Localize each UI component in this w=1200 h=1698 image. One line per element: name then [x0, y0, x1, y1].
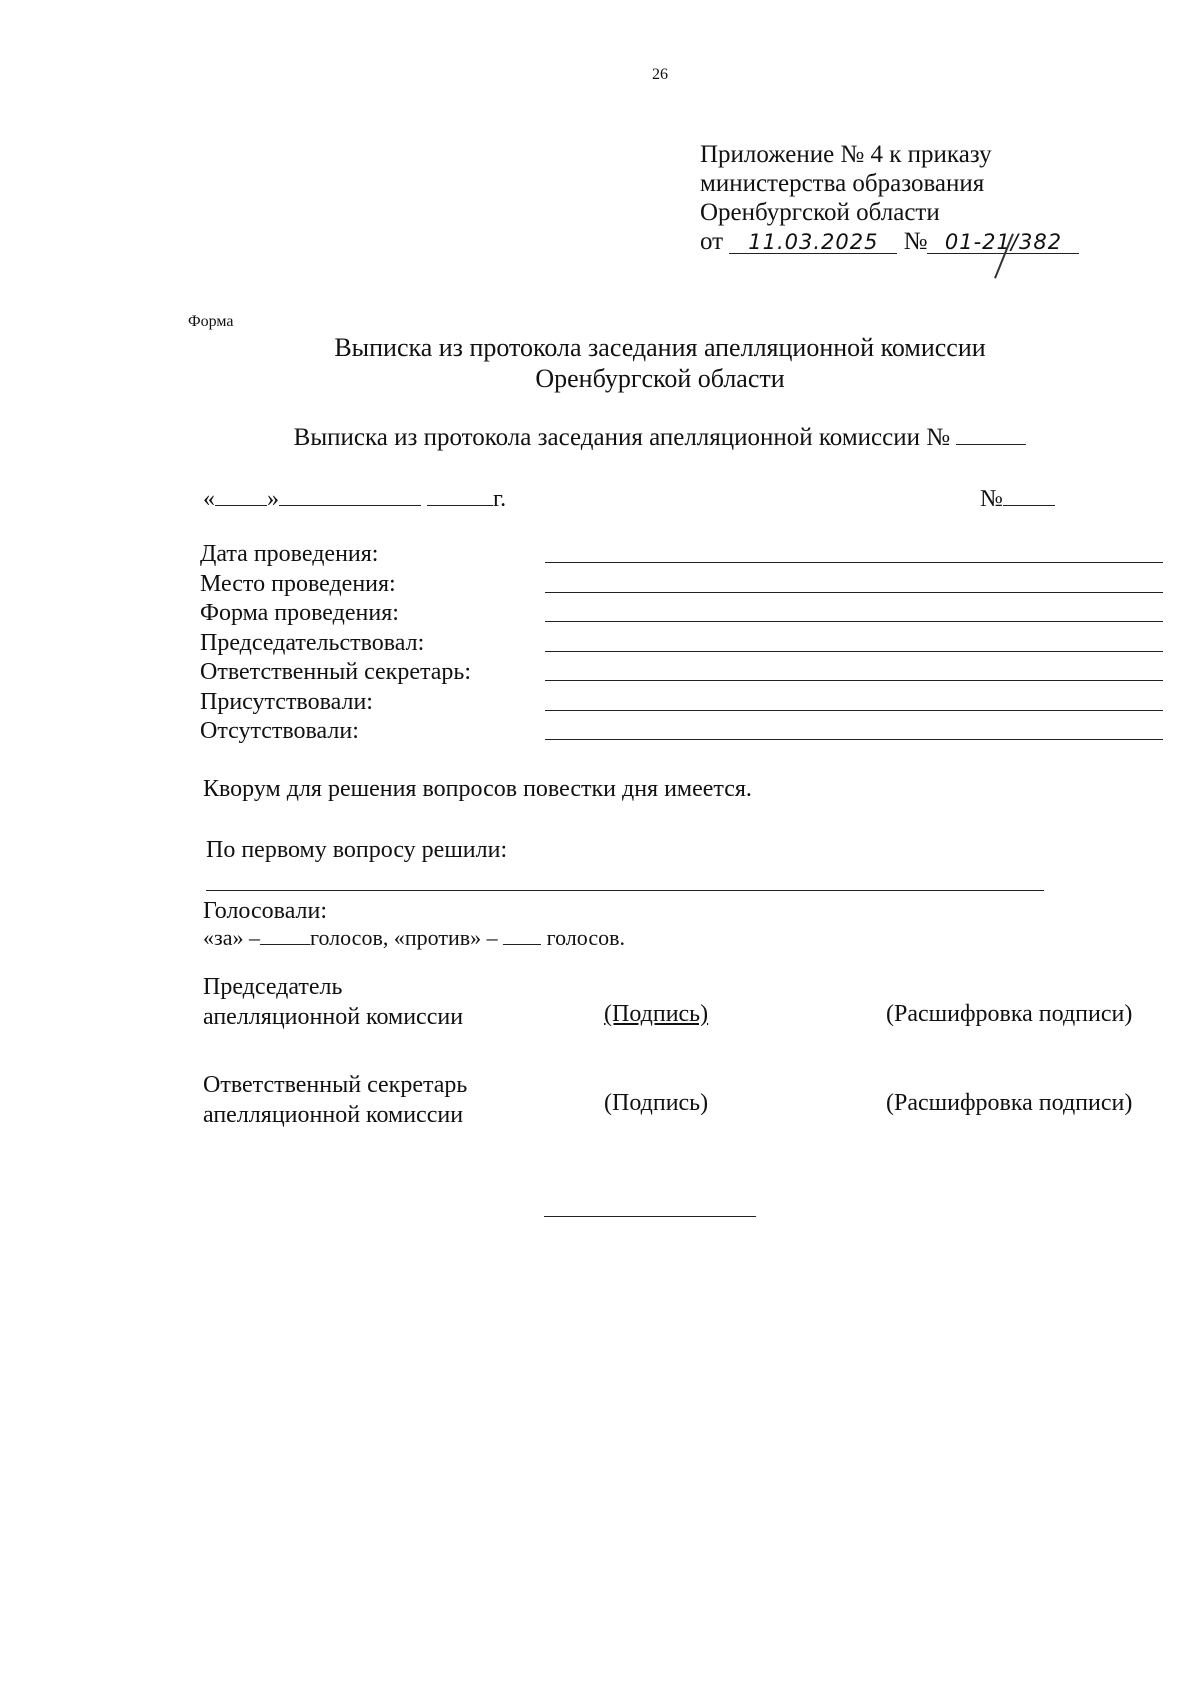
field-label-chair: Председательствовал: — [200, 629, 425, 656]
field-line-secretary[interactable] — [545, 680, 1163, 681]
appendix-line-1: Приложение № 4 к приказу — [700, 141, 992, 168]
year-blank[interactable] — [427, 485, 493, 506]
month-blank[interactable] — [279, 485, 421, 506]
handwritten-date: 11.03.2025 — [729, 231, 897, 254]
date-close-quote: » — [267, 486, 279, 512]
question-1-decision-line[interactable] — [206, 890, 1044, 891]
votes-for-label: «за» – — [203, 925, 260, 950]
appendix-block — [700, 140, 1079, 256]
protocol-number-blank[interactable] — [956, 424, 1026, 445]
field-label-date: Дата проведения: — [200, 541, 379, 567]
protocol-extract-heading — [0, 424, 1200, 452]
secretary-signature-placeholder[interactable]: (Подпись) — [604, 1090, 709, 1116]
appendix-line-3: Оренбургской области — [700, 199, 940, 226]
number-label: № — [980, 486, 1003, 512]
field-line-absent[interactable] — [545, 739, 1163, 740]
votes-for-blank[interactable] — [260, 926, 310, 945]
votes-for-word: голосов, — [309, 925, 389, 950]
year-suffix: г. — [493, 486, 507, 512]
secretary-role-line-2: апелляционной комиссии — [203, 1102, 464, 1128]
field-label-secretary: Ответственный секретарь: — [200, 659, 472, 685]
meeting-fields — [200, 540, 471, 747]
field-line-chair[interactable] — [545, 651, 1163, 652]
appendix-line-2: министерства образования — [700, 170, 985, 197]
page-number: 26 — [652, 66, 668, 83]
form-label: Форма — [188, 313, 234, 330]
chair-role — [203, 972, 463, 1032]
field-row — [200, 717, 471, 747]
field-line-date[interactable] — [545, 562, 1163, 563]
document-title-line-1: Выписка из протокола заседания апелляционной комиссии — [334, 333, 986, 362]
field-row — [200, 688, 471, 718]
chair-role-line-1: Председатель — [203, 974, 343, 1000]
handwritten-number: 01-21/382 — [927, 231, 1079, 254]
field-label-format: Форма проведения: — [200, 600, 399, 626]
date-row — [203, 485, 506, 513]
field-line-present[interactable] — [545, 710, 1163, 711]
question-1-label: По первому вопросу решили: — [206, 837, 508, 863]
chair-role-line-2: апелляционной комиссии — [203, 1004, 464, 1030]
field-label-absent: Отсутствовали: — [200, 718, 359, 744]
votes-against-word: голосов. — [546, 925, 625, 950]
number-row — [980, 485, 1055, 513]
document-title-line-2: Оренбургской области — [535, 364, 785, 393]
number-blank[interactable] — [1003, 485, 1055, 506]
secretary-role — [203, 1070, 467, 1130]
appendix-number-label: № — [903, 228, 928, 255]
field-line-place[interactable] — [545, 592, 1163, 593]
appendix-order-line — [700, 227, 1079, 256]
votes-against-blank[interactable] — [503, 926, 541, 945]
votes-against-label: «против» – — [393, 925, 498, 950]
protocol-extract-heading-text: Выписка из протокола заседания апелляционной комиссии № — [293, 424, 951, 451]
chair-signature-placeholder[interactable]: (Подпись) — [604, 1001, 709, 1027]
day-blank[interactable] — [215, 485, 267, 506]
end-of-document-line — [544, 1216, 756, 1217]
field-line-format[interactable] — [545, 621, 1163, 622]
field-row — [200, 599, 471, 629]
appendix-from-label: от — [700, 228, 724, 255]
date-open-quote: « — [203, 486, 215, 512]
field-row — [200, 658, 471, 688]
voting-results — [203, 925, 625, 951]
secretary-signature-decode[interactable]: (Расшифровка подписи) — [886, 1090, 1133, 1116]
quorum-statement: Кворум для решения вопросов повестки дня имеется. — [203, 776, 752, 802]
field-row — [200, 570, 471, 600]
voting-title: Голосовали: — [203, 898, 328, 924]
document-title — [0, 332, 1200, 394]
secretary-role-line-1: Ответственный секретарь — [203, 1072, 468, 1098]
field-label-place: Место проведения: — [200, 570, 396, 597]
chair-signature-decode[interactable]: (Расшифровка подписи) — [886, 1001, 1133, 1027]
field-row — [200, 540, 471, 570]
field-row — [200, 629, 471, 659]
field-label-present: Присутствовали: — [200, 688, 373, 715]
